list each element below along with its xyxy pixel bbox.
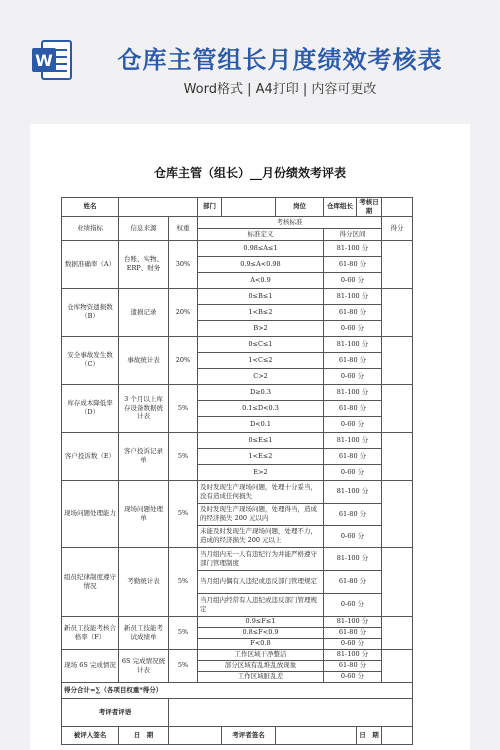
word-document-icon (30, 38, 74, 82)
reviewer-signature-label: 考评者签名 (222, 726, 276, 744)
date-label: 考核日期 (357, 198, 382, 217)
indicator-weight: 20% (169, 288, 198, 336)
criterion-score-range: 81-100 分 (324, 384, 382, 400)
criterion-score-range: 81-100 分 (324, 336, 382, 352)
criterion-score-range: 0-60 分 (324, 320, 382, 336)
indicator-name: 组员纪律制度遵守情况 (62, 547, 119, 616)
criterion-score-range: 0-60 分 (324, 272, 382, 288)
criterion-definition: 1<E≤2 (198, 448, 324, 464)
reviewer-comment-field[interactable] (169, 698, 413, 726)
indicator-score-field[interactable] (382, 547, 413, 616)
criterion-score-range: 0-60 分 (324, 671, 382, 682)
criterion-definition: 0.1≤D<0.3 (198, 400, 324, 416)
criterion-definition: D<0.1 (198, 416, 324, 432)
header-standard-group: 考核标准 (198, 216, 382, 228)
criterion-score-range: 61-80 分 (324, 256, 382, 272)
criterion-score-range: 61-80 分 (324, 660, 382, 671)
criterion-definition: B>2 (198, 320, 324, 336)
criterion-definition: 0.9≤A<0.98 (198, 256, 324, 272)
criterion-definition: D≥0.3 (198, 384, 324, 400)
indicator-source: 事故统计表 (119, 336, 169, 384)
indicator-row (62, 384, 413, 400)
criterion-definition: 0≤C≤1 (198, 336, 324, 352)
indicator-name: 客户投诉数（E） (62, 432, 119, 480)
indicator-weight: 5% (169, 649, 198, 682)
indicator-name: 现场 6S 完成情况 (62, 649, 119, 682)
page-header (0, 0, 500, 118)
indicator-row (62, 547, 413, 570)
criterion-definition: 当月组内无一人有违纪行为并能严格遵守部门管理制度 (198, 547, 324, 570)
indicator-source: 新员工技能考试成绩单 (119, 616, 169, 649)
reviewee-date-field[interactable] (169, 726, 222, 744)
criterion-definition: 0.8≤F<0.9 (198, 627, 324, 638)
position-label: 岗位 (276, 198, 324, 217)
indicator-name: 新员工技能考核合格率（F） (62, 616, 119, 649)
criterion-definition: 0≤B≤1 (198, 288, 324, 304)
indicator-row (62, 288, 413, 304)
indicator-score-field[interactable] (382, 384, 413, 432)
criterion-score-range: 61-80 分 (324, 304, 382, 320)
header-weight: 权重 (169, 216, 198, 240)
indicator-score-field[interactable] (382, 649, 413, 682)
indicator-source: 遗损记录 (119, 288, 169, 336)
criterion-definition: 及时发现生产现场问题，处理得当，造成的经济损失 200 元以内 (198, 503, 324, 525)
reviewer-comment-label: 考评者评语 (62, 698, 169, 726)
indicator-source: 现场问题处理单 (119, 480, 169, 547)
criterion-score-range: 81-100 分 (324, 547, 382, 570)
total-score-label: 得分合计=∑（各项目权重*得分） (62, 682, 413, 698)
page-title: 仓库主管组长月度绩效考核表 (117, 46, 443, 74)
indicator-name: 数据准确率（A） (62, 240, 119, 288)
header-score: 得分 (382, 216, 413, 240)
criterion-definition: E>2 (198, 464, 324, 480)
reviewer-signature-field[interactable] (276, 726, 357, 744)
evaluation-form-table (61, 197, 413, 745)
reviewer-date-label: 日 期 (357, 726, 382, 744)
reviewer-date-field[interactable] (382, 726, 413, 744)
indicator-row (62, 336, 413, 352)
indicator-score-field[interactable] (382, 480, 413, 547)
header-score-range: 得分区间 (324, 228, 382, 240)
criterion-score-range: 81-100 分 (324, 240, 382, 256)
criterion-definition: 0.9≤F≤1 (198, 616, 324, 627)
criterion-definition: 0≤E≤1 (198, 432, 324, 448)
criterion-score-range: 61-80 分 (324, 352, 382, 368)
date-field[interactable] (382, 198, 413, 217)
indicator-source: 6S 完成情况统计表 (119, 649, 169, 682)
info-row (62, 198, 413, 217)
page-subtitle: Word格式 | A4打印 | 内容可更改 (183, 82, 377, 97)
indicator-name: 库存成本降低率（D） (62, 384, 119, 432)
position-value: 仓库组长 (324, 198, 357, 217)
indicator-score-field[interactable] (382, 616, 413, 649)
indicator-score-field[interactable] (382, 240, 413, 288)
criterion-score-range: 81-100 分 (324, 432, 382, 448)
indicator-row (62, 649, 413, 660)
indicator-weight: 5% (169, 432, 198, 480)
indicator-score-field[interactable] (382, 336, 413, 384)
indicator-score-field[interactable] (382, 432, 413, 480)
criterion-definition: 工作区域脏乱差 (198, 671, 324, 682)
criterion-definition: A<0.9 (198, 272, 324, 288)
criterion-score-range: 0-60 分 (324, 525, 382, 547)
reviewee-signature-label: 被评人签名 (62, 726, 119, 744)
indicator-name: 仓库物资遗损数（B） (62, 288, 119, 336)
criterion-score-range: 81-100 分 (324, 288, 382, 304)
header-source: 信息来源 (119, 216, 169, 240)
criterion-score-range: 0-60 分 (324, 368, 382, 384)
criterion-score-range: 0-60 分 (324, 416, 382, 432)
dept-label: 部门 (198, 198, 222, 217)
criterion-score-range: 0-60 分 (324, 593, 382, 616)
criterion-definition: 及时发现生产现场问题，处理十分妥当，没有造成任何损失 (198, 480, 324, 503)
indicator-name: 安全事故发生数（C） (62, 336, 119, 384)
criterion-score-range: 81-100 分 (324, 480, 382, 503)
criterion-definition: F<0.8 (198, 638, 324, 649)
indicator-row (62, 240, 413, 256)
indicator-row (62, 616, 413, 627)
criterion-score-range: 81-100 分 (324, 616, 382, 627)
criterion-score-range: 0-60 分 (324, 638, 382, 649)
indicator-weight: 5% (169, 547, 198, 616)
criterion-definition: 部分区域有乱堆乱放现象 (198, 660, 324, 671)
indicator-source: 客户投诉记录单 (119, 432, 169, 480)
criterion-definition: 当月组内经常有人违纪或违反部门管理规定 (198, 593, 324, 616)
reviewee-date-label: 日 期 (119, 726, 169, 744)
dept-field[interactable] (222, 198, 276, 217)
name-field[interactable] (119, 198, 198, 217)
indicator-row (62, 480, 413, 503)
criterion-score-range: 81-100 分 (324, 649, 382, 660)
criterion-definition: 1<B≤2 (198, 304, 324, 320)
indicator-row (62, 432, 413, 448)
criterion-score-range: 61-80 分 (324, 503, 382, 525)
criterion-score-range: 61-80 分 (324, 448, 382, 464)
criterion-definition: 0.98≤A≤1 (198, 240, 324, 256)
indicator-weight: 30% (169, 240, 198, 288)
comment-row (62, 698, 413, 726)
indicator-source: 3 个月以上库存设备数据统计表 (119, 384, 169, 432)
criterion-definition: 1<C≤2 (198, 352, 324, 368)
header-standard-def: 标准定义 (198, 228, 324, 240)
signature-row (62, 726, 413, 744)
criterion-score-range: 61-80 分 (324, 627, 382, 638)
criterion-score-range: 61-80 分 (324, 400, 382, 416)
criterion-definition: 工作区域干净整洁 (198, 649, 324, 660)
indicator-source: 考勤统计表 (119, 547, 169, 616)
total-row (62, 682, 413, 698)
indicator-weight: 5% (169, 384, 198, 432)
criterion-score-range: 61-80 分 (324, 570, 382, 593)
criterion-score-range: 0-60 分 (324, 464, 382, 480)
indicator-weight: 20% (169, 336, 198, 384)
header-row (62, 216, 413, 228)
criterion-definition: C>2 (198, 368, 324, 384)
indicator-name: 现场问题处理能力 (62, 480, 119, 547)
indicator-score-field[interactable] (382, 288, 413, 336)
svg-text:W: W (35, 51, 53, 70)
criterion-definition: 未能及时发现生产现场问题，处理不力，造成的经济损失 200 元以上 (198, 525, 324, 547)
name-label: 姓名 (62, 198, 119, 217)
document-title: 仓库主管（组长）__月份绩效考评表 (153, 166, 346, 180)
indicator-weight: 5% (169, 616, 198, 649)
indicator-source: 台账、实物、ERP、财务 (119, 240, 169, 288)
header-indicator: 业绩指标 (62, 216, 119, 240)
indicator-weight: 5% (169, 480, 198, 547)
criterion-definition: 当月组内偶有人违纪或违反部门管理规定 (198, 570, 324, 593)
